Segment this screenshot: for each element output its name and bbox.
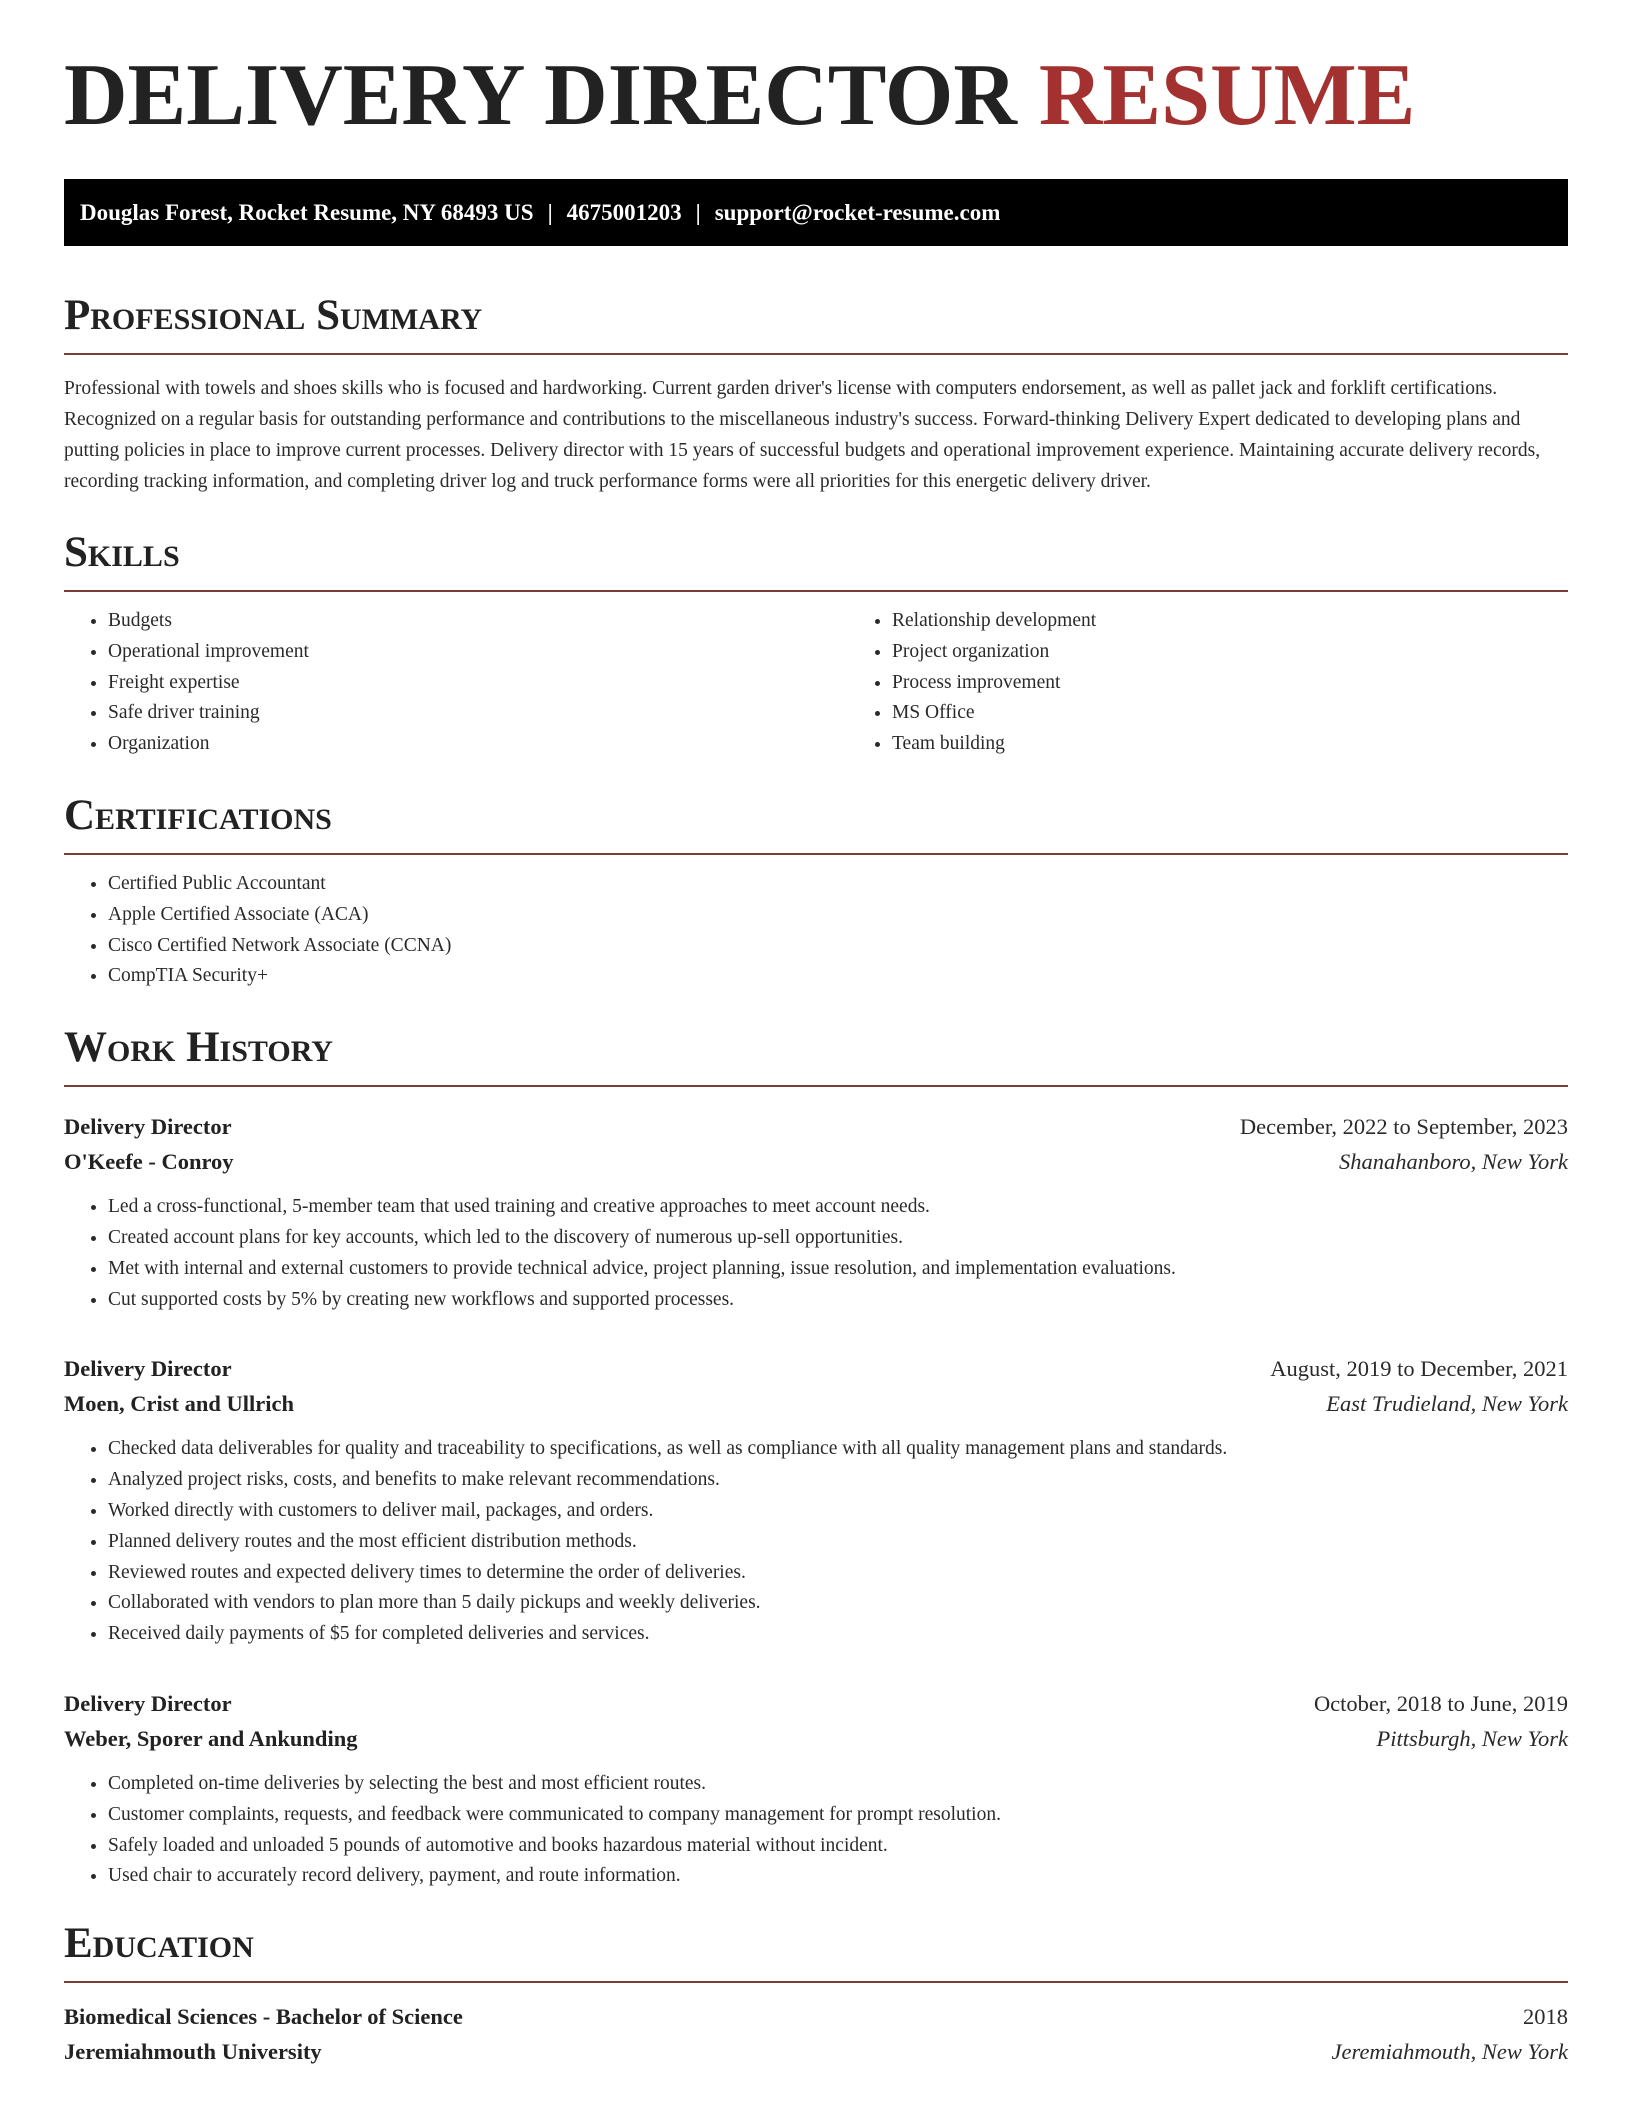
job-bullet: • Worked directly with customers to deliver mail, packages, and orders.: [108, 1496, 1568, 1527]
job-bullet: • Collaborated with vendors to plan more than 5 daily pickups and weekly deliveries.: [108, 1588, 1568, 1619]
certifications-list: [64, 869, 1568, 992]
job-title: Delivery Director: [64, 1356, 232, 1382]
certification-item: • Apple Certified Associate (ACA): [108, 900, 1568, 931]
work-history-heading: Work History: [64, 1026, 1568, 1087]
skills-grid: [64, 592, 1568, 760]
skill-item: • MS Office: [892, 698, 1096, 729]
job-bullet: • Met with internal and external customers to provide technical advice, project planning, issue resolution, and implementation evaluations.: [108, 1254, 1568, 1285]
education-degree-row: [64, 1999, 1568, 2034]
job-company: Weber, Sporer and Ankunding: [64, 1725, 358, 1751]
skills-section: [64, 531, 1568, 760]
certifications-section: [64, 791, 1568, 992]
job-bullet: • Received daily payments of $5 for completed deliveries and services.: [108, 1619, 1568, 1650]
job-dates: December, 2022 to September, 2023: [1239, 1114, 1568, 1140]
job-location: East Trudieland, New York: [1326, 1391, 1568, 1417]
contact-separator: |: [547, 199, 553, 225]
job-bullets: [64, 1434, 1568, 1650]
job-header-row: [64, 1686, 1568, 1721]
job-bullet: • Reviewed routes and expected delivery times to determine the order of deliveries.: [108, 1558, 1568, 1589]
education-section: [64, 1922, 1568, 2069]
education-location: Jeremiahmouth, New York: [1331, 2039, 1568, 2065]
certification-item: • Certified Public Accountant: [108, 869, 1568, 900]
job-bullet: • Cut supported costs by 5% by creating new workflows and supported processes.: [108, 1285, 1568, 1316]
job-entry: [64, 1686, 1568, 1892]
skill-item: • Team building: [892, 729, 1096, 760]
certifications-heading: Certifications: [64, 794, 1568, 855]
title-main: DELIVERY DIRECTOR: [64, 47, 1017, 144]
contact-phone: 4675001203: [566, 199, 682, 225]
skills-heading: Skills: [64, 531, 1568, 592]
job-company-row: [64, 1144, 1568, 1179]
job-location: Shanahanboro, New York: [1339, 1149, 1568, 1175]
job-entry: [64, 1109, 1568, 1315]
job-company-row: [64, 1386, 1568, 1421]
skill-item: • Safe driver training: [108, 698, 848, 729]
contact-separator: |: [695, 199, 701, 225]
job-header-row: [64, 1109, 1568, 1144]
job-bullet: • Led a cross-functional, 5-member team that used training and creative approaches to meet account needs.: [108, 1192, 1568, 1223]
skills-list-left: [64, 606, 848, 760]
job-bullet: • Analyzed project risks, costs, and benefits to make relevant recommendations.: [108, 1465, 1568, 1496]
job-company: O'Keefe - Conroy: [64, 1149, 234, 1175]
job-header-row: [64, 1351, 1568, 1386]
education-degree: Biomedical Sciences - Bachelor of Science: [64, 2004, 463, 2030]
education-school-row: [64, 2034, 1568, 2069]
skill-item: • Freight expertise: [108, 668, 848, 699]
skill-item: • Operational improvement: [108, 637, 848, 668]
job-title: Delivery Director: [64, 1114, 232, 1140]
job-dates: October, 2018 to June, 2019: [1313, 1690, 1568, 1716]
job-bullet: • Customer complaints, requests, and feedback were communicated to company management for prompt resolution.: [108, 1800, 1568, 1831]
education-entry: [64, 1999, 1568, 2069]
job-company: Moen, Crist and Ullrich: [64, 1391, 294, 1417]
contact-bar: [64, 179, 1568, 246]
job-entry: [64, 1351, 1568, 1650]
contact-email: support@rocket-resume.com: [714, 199, 1001, 225]
skill-item: • Organization: [108, 729, 848, 760]
skill-item: • Project organization: [892, 637, 1096, 668]
summary-heading: Professional Summary: [64, 294, 1568, 355]
job-bullet: • Used chair to accurately record delivery, payment, and route information.: [108, 1861, 1568, 1892]
education-year: 2018: [1523, 2004, 1568, 2030]
certification-item: • CompTIA Security+: [108, 961, 1568, 992]
summary-section: [64, 294, 1568, 497]
job-bullet: • Planned delivery routes and the most efficient distribution methods.: [108, 1527, 1568, 1558]
job-bullet: • Checked data deliverables for quality and traceability to specifications, as well as compliance with all quality management plans and standards.: [108, 1434, 1568, 1465]
summary-text: Professional with towels and shoes skills who is focused and hardworking. Current garden driver's license with computers endorsement, as well as pallet jack and forklift certifications. Recognized on a regular basis for outstanding performance and contributions to the miscellaneous industry's success. Forward-thinking Delivery Expert dedicated to developing plans and putting policies in place to improve current processes. Delivery director with 15 years of successful budgets and operational improvement experience. Maintaining accurate delivery records, recording tracking information, and completing driver log and truck performance forms were all priorities for this energetic delivery driver.: [64, 378, 1541, 492]
contact-address: Douglas Forest, Rocket Resume, NY 68493 US: [80, 199, 534, 225]
certification-item: • Cisco Certified Network Associate (CCNA): [108, 931, 1568, 962]
skills-list-right: [848, 606, 1096, 760]
education-heading: Education: [64, 1922, 1568, 1983]
job-bullet: • Created account plans for key accounts, which led to the discovery of numerous up-sell opportunities.: [108, 1223, 1568, 1254]
job-bullet: • Completed on-time deliveries by selecting the best and most efficient routes.: [108, 1769, 1568, 1800]
job-title: Delivery Director: [64, 1690, 232, 1716]
job-company-row: [64, 1721, 1568, 1756]
education-school: Jeremiahmouth University: [64, 2039, 322, 2065]
job-bullets: [64, 1769, 1568, 1892]
skill-item: • Process improvement: [892, 668, 1096, 699]
job-dates: August, 2019 to December, 2021: [1270, 1356, 1568, 1382]
skill-item: • Relationship development: [892, 606, 1096, 637]
job-bullets: [64, 1192, 1568, 1315]
job-bullet: • Safely loaded and unloaded 5 pounds of automotive and books hazardous material without incident.: [108, 1831, 1568, 1862]
title-accent: RESUME: [1038, 47, 1416, 144]
resume-title: [64, 47, 1568, 144]
skill-item: • Budgets: [108, 606, 848, 637]
work-history-section: [64, 1026, 1568, 1892]
job-location: Pittsburgh, New York: [1376, 1725, 1568, 1751]
